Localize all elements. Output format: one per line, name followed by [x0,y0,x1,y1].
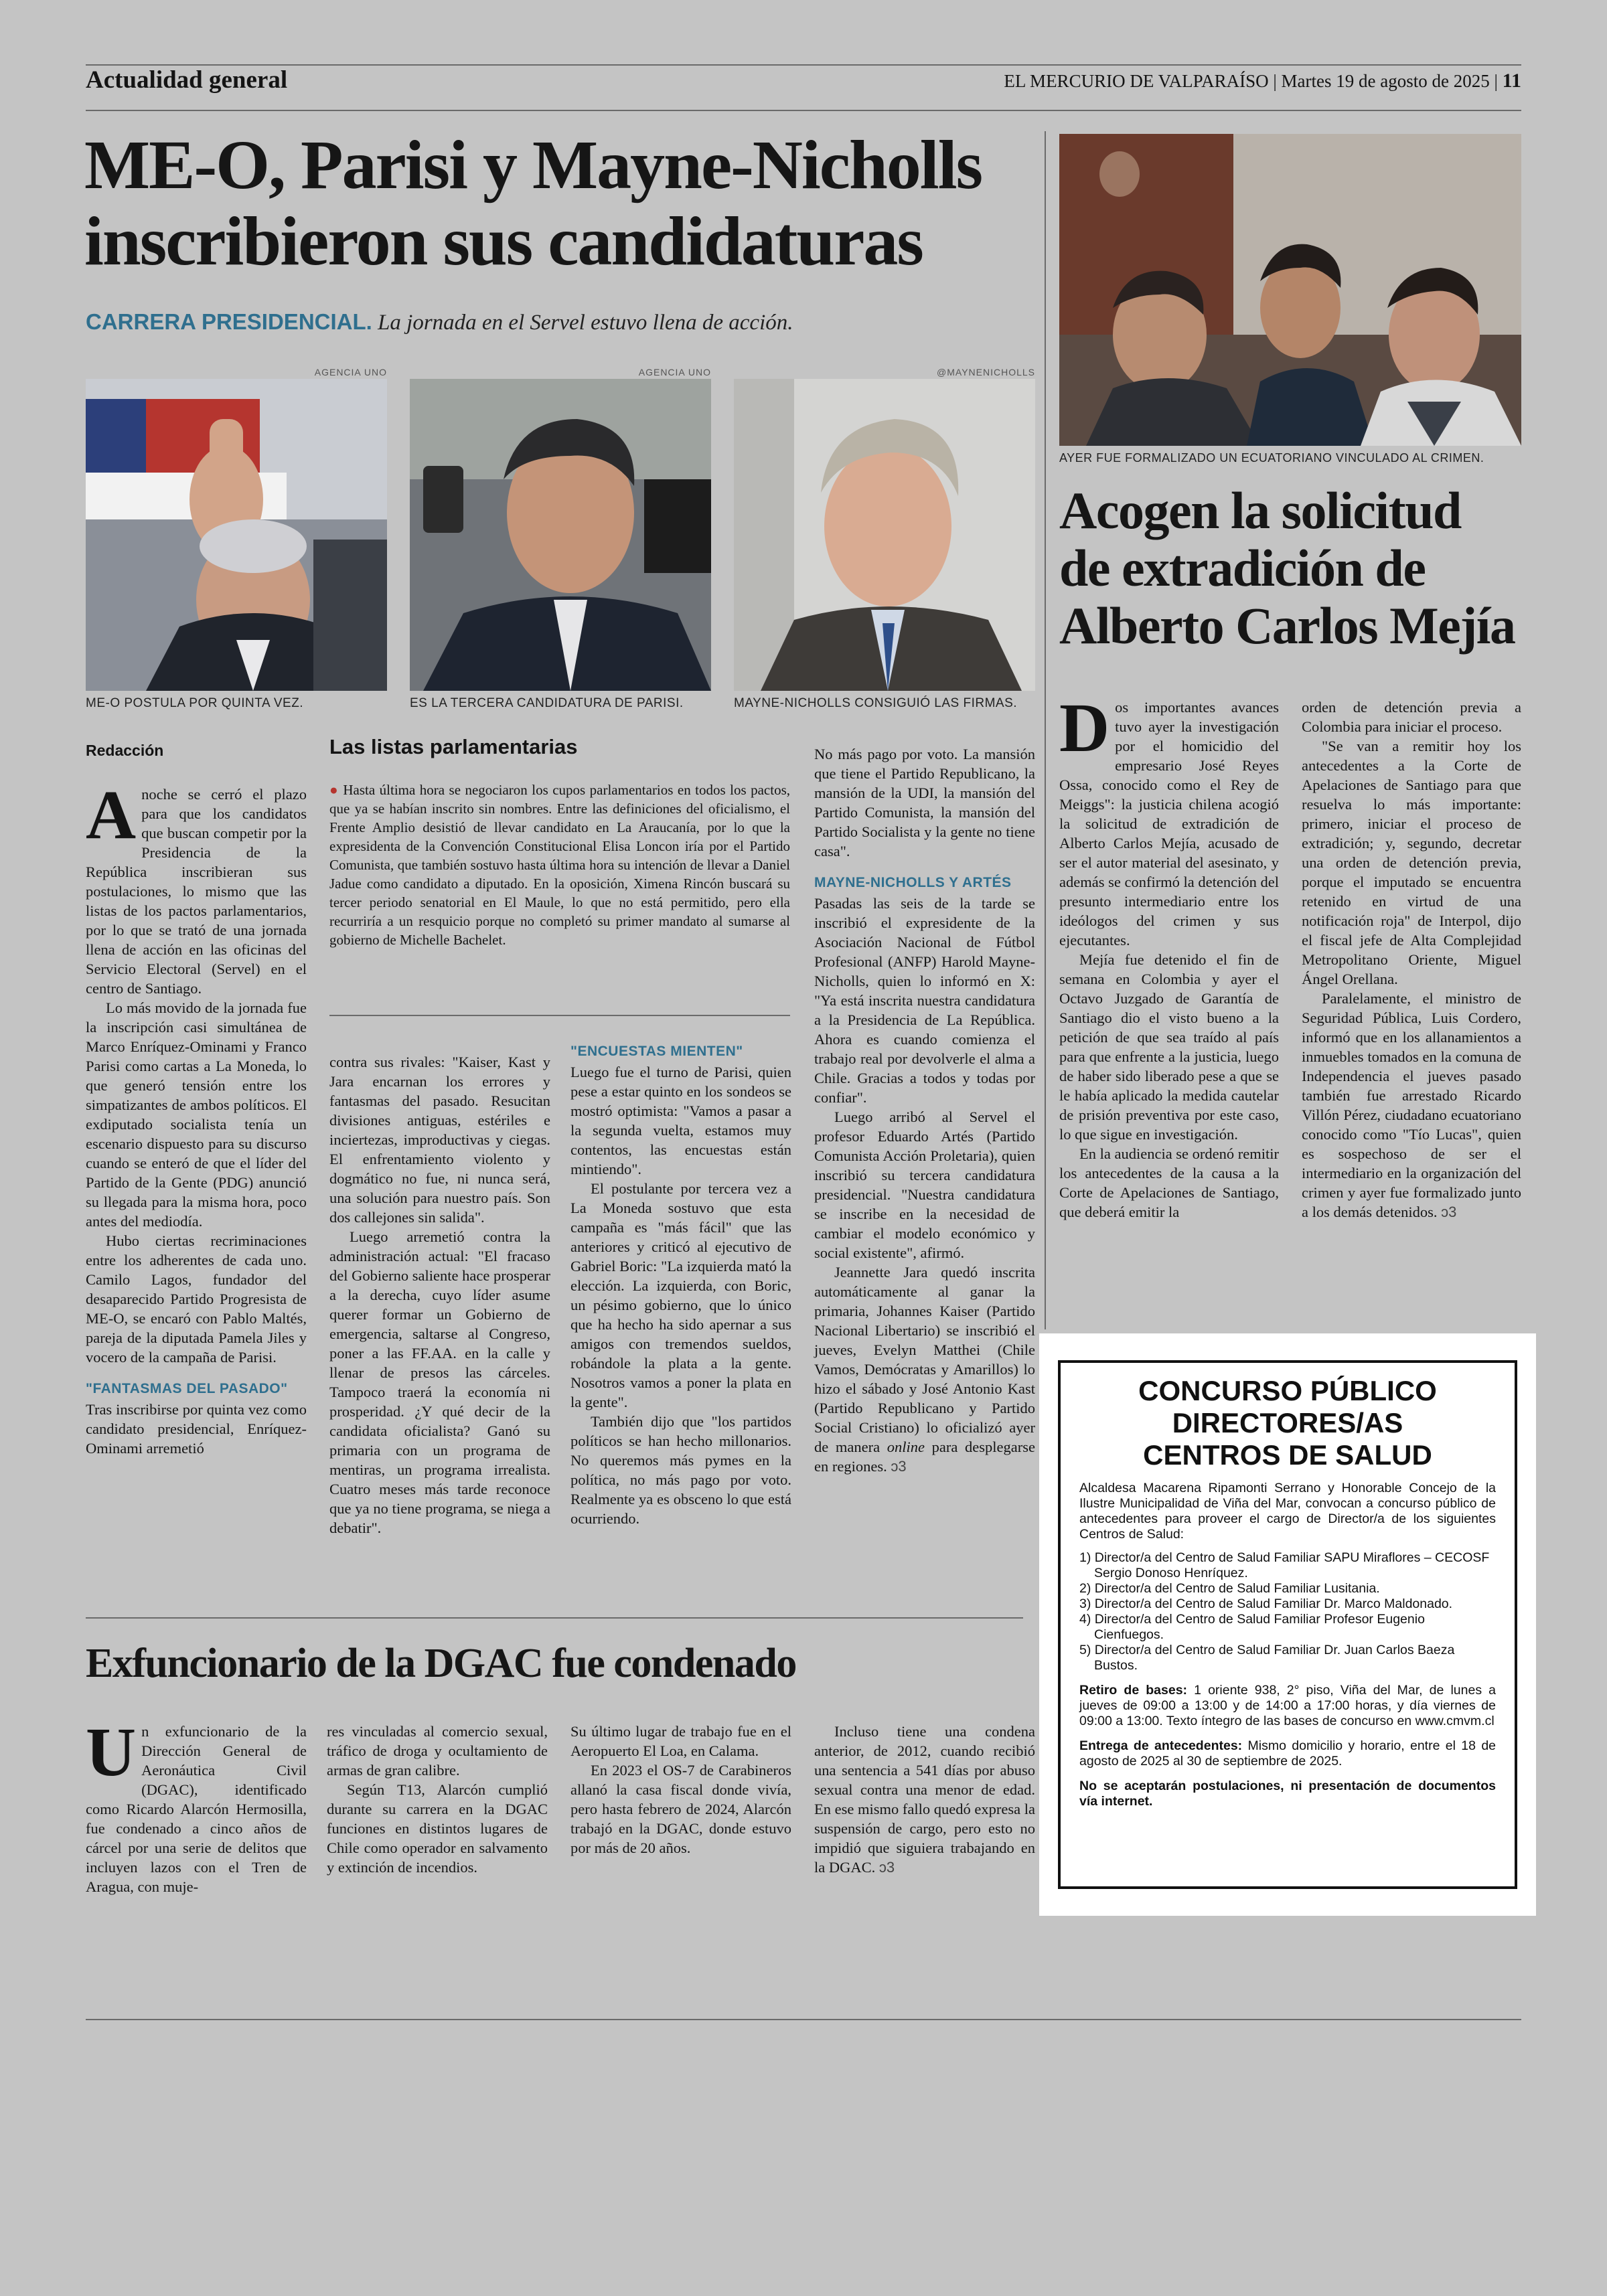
end-mark-icon: ↄ3 [1441,1204,1457,1220]
ad-items [1061,1550,1515,1673]
column-divider [1045,131,1046,1329]
photo-caption-1: ME-O POSTULA POR QUINTA VEZ. [86,696,304,710]
ad-item: 1) Director/a del Centro de Salud Familiar SAPU Miraflores – CECOSF Sergio Donoso Henríquez. [1079,1550,1490,1580]
lead-headline: ME-O, Parisi y Mayne-Nicholls inscribieron sus candidaturas [84,127,982,280]
photo-credit-1: AGENCIA UNO [314,367,387,378]
ad-closing: No se aceptarán postulaciones, ni presentación de documentos vía internet. [1079,1779,1496,1809]
bottom-headline: Exfuncionario de la DGAC fue condenado [86,1641,796,1686]
side-dropcap: D [1059,689,1110,766]
bottom-dropcap: U [86,1714,137,1791]
side-headline: Acogen la solicitud de extradición de Alberto Carlos Mejía [1059,481,1515,655]
subhead-mayne-nicholls: MAYNE-NICHOLLS Y ARTÉS [814,875,1012,890]
header-rule [86,110,1521,111]
bullet-icon: ● [329,782,339,798]
top-rule [86,64,1521,66]
photo-parisi [410,379,711,691]
publication-date: Martes 19 de agosto de 2025 [1281,71,1490,91]
lead-column-1: Anoche se cerró el plazo para que los candidatos que buscan competir por la Presidencia de la República inscribieran sus postulaciones, lo mismo que las listas de los pactos parlamentarios, por lo que se trató de una jornada llena de acción en las oficinas del Servicio Electoral (Servel) en el centro de Santiago. Lo más movido de la jornada fue la inscripción casi simultánea de Marco Enríquez-Ominami y Franco Parisi como cartas a La Moneda, lo que generó tensión entre los simpatizantes de ambos políticos. El exdiputado socialista tenía un escenario dispuesto para su discurso cuando se enteró de que el líder del Partido de la Gente (PDG) anunció su llegada para la misma hora, poco antes del mediodía. Hubo ciertas recriminaciones entre los adherentes de cada uno. Camilo Lagos, fundador del desaparecido Partido Progresista de ME-O, se encaró con Pablo Maltés, pareja de la diputada Pamela Jiles y vocero de la campaña de Parisi. "FANTASMAS DEL PASADO" Tras inscribirse por quinta vez como candidato presidencial, Enríquez-Ominami arremetió [86,776,307,1457]
box-text: ● Hasta última hora se negociaron los cupos parlamentarios en todos los pactos, que ya se habían inscrito sin nombres. Entre las definiciones del oficialismo, el Frente Amplio desistió de llevar candidato en La Araucanía, por lo que la expresidenta de la Convención Constitucional Elisa Loncon iría por el Partido Comunista, que también sostuvo hasta última hora su intención de llevar a Daniel Jadue como candidato a diputado. En la oposición, Ximena Rincón buscará su tercer periodo senatorial en El Maule, lo que no está permitido, pero ella recurriría a un resquicio porque no completó su primer mandato al sumarse al gobierno de Michelle Bachelet. [329,782,791,948]
bottom-column-4: Incluso tiene una condena anterior, de 2012, cuando recibió una sentencia a 541 días por abuso sexual contra una menor de edad. En ese mismo fallo quedó expresa la suspensión de cargo, pero esto no impidió que siguiera trabajando en la DGAC. ↄ3 [814,1723,1035,1876]
ad-item: 4) Director/a del Centro de Salud Familiar Profesor Eugenio Cienfuegos. [1079,1612,1425,1642]
ad-title: CONCURSO PÚBLICO DIRECTORES/AS CENTROS DE SALUD [1138,1375,1437,1471]
bottom-story-rule [86,1617,1023,1619]
lead-column-3: "ENCUESTAS MIENTEN" Luego fue el turno de Parisi, quien pese a estar quinto en los sondeos se mostró optimista: "Vamos a pasar a la segunda vuelta, estamos muy contentos, las encuestas están mintiendo". El postulante por tercera vez a La Moneda sostuvo que esta campaña es "más fácil" que las anteriores y criticó al ejecutivo de Gabriel Boric: "La izquierda mató la elección. La izquierda, con Boric, un pésimo gobierno, que lo único que ha hecho ha sido apernar a sus amigos con tremendos sueldos, robándole la plata a la gente. Nosotros vamos a poner la plata en la gente". También dijo que "los partidos políticos se han hecho millonarios. No queremos más pymes en la política, no más pago por voto. Realmente ya es obsceno lo que está ocurriendo. [570,1042,791,1528]
page-number: 11 [1502,70,1521,92]
lead-kicker: CARRERA PRESIDENCIAL. [86,309,372,334]
side-photo-caption: AYER FUE FORMALIZADO UN ECUATORIANO VINCULADO AL CRIMEN. [1059,451,1484,465]
photo-mayne-nicholls [734,379,1035,691]
photo-caption-2: ES LA TERCERA CANDIDATURA DE PARISI. [410,696,684,710]
subhead-encuestas: "ENCUESTAS MIENTEN" [570,1044,743,1059]
ad-details: Retiro de bases: 1 oriente 938, 2° piso, Viña del Mar, de lunes a jueves de 09:00 a 13:00 y de 14:00 a 17:00 horas, y día viernes de 09:00 a 13:00. Texto íntegro de las bases de concurso en www.cmvm.cl Entrega de antecedentes: Mismo domicilio y horario, entre el 18 de agosto de 2025 al 30 de septiembre de 2025. No se aceptarán postulaciones, ni presentación de documentos vía internet. [1079,1683,1497,1809]
photo-caption-3: MAYNE-NICHOLLS CONSIGUIÓ LAS FIRMAS. [734,696,1018,710]
lead-byline: Redacción [86,742,164,759]
bottom-column-2: res vinculadas al comercio sexual, tráfico de droga y ocultamiento de armas de gran calibre. Según T13, Alarcón cumplió durante su carrera en la DGAC funciones en distintos lugares de Chile como operador en salvamento y extinción de incendios. [327,1723,548,1876]
box-rule [329,1015,790,1016]
side-column-1: Dos importantes avances tuvo ayer la investigación por el homicidio del empresario José Reyes Ossa, conocido como el Rey de Meiggs": la justicia chilena acogió la solicitud de extradición de Alberto Carlos Mejía, acusado de ser el autor material del asesinato, y además se confirmó la detención del presunto intermediario entre los ideólogos del crimen y sus ejecutantes. Mejía fue detenido el fin de semana en Colombia y ayer el Octavo Juzgado de Garantía de Santiago dio el visto bueno a la petición de que sea traído al país para que enfrente a la justicia, luego de haber sido liberado pese a que se le había aplicado la medida cautelar de prisión preventiva por este caso, lo que sigue en investigación. En la audiencia se ordenó remitir los antecedentes de la causa a la Corte de Apelaciones de Santiago, que deberá emitir la [1059,689,1280,1220]
lead-column-2: contra sus rivales: "Kaiser, Kast y Jara encarnan los errores y fantasmas del pasado. Resucitan divisiones antiguas, estériles e inciertezas, improductivas y ciegas. El enfrentamiento violento y dogmático no fue, ni nunca será, una solución para nuestro país. Son dos callejones sin salida". Luego arremetió contra la administración actual: "El fracaso del Gobierno saliente hace prosperar a la derecha, cuyo líder asume querer formar un Gobierno de emergencia, saltarse al Congreso, poner a las FF.AA. en la calle y llenar de presos las cárceles. Tampoco traerá la economía ni prosperidad. ¿Y qué decir de la candidata oficialista? Ganó su primaria con un programa de mentiras, un programa irrealista. Cuatro meses más tarde reconoce que ya no tiene programa, se niega a debatir". [329,1054,550,1536]
photo-meo [86,379,387,691]
end-mark-icon: ↄ3 [878,1859,895,1876]
end-mark-icon: ↄ3 [891,1458,907,1475]
lead-deck: La jornada en el Servel estuvo llena de acción. [378,311,793,335]
lead-column-4: No más pago por voto. La mansión que tiene el Partido Republicano, la mansión de la UDI, la mansión del Partido Comunista, la mansión del Partido Socialista y la gente no tiene casa". MAYNE-NICHOLLS Y ARTÉS Pasadas las seis de la tarde se inscribió el expresidente de la Asociación Nacional de Fútbol Profesional (ANFP) Harold Mayne-Nicholls, quien lo informó en X: "Ya está inscrita nuestra candidatura a la Presidencia de La República. Ahora es cuando comienza el trabajo real por devolverle el alma a Chile. Gracias a todos y todas por confiar". Luego arribó al Servel el profesor Eduardo Artés (Partido Comunista Acción Proletaria), quien inscribió su tercera candidatura presidencial. "Nuestra candidatura se inscribe en la necesidad de cambiar el modelo económico y social existente", afirmó. Jeannette Jara quedó inscrita automáticamente al ganar la primaria, Johannes Kaiser (Partido Nacional Libertario) se inscribió el jueves, Evelyn Matthei (Chile Vamos, Demócratas y Amarillos) lo hizo el sábado y José Antonio Kast (Partido Republicano y Partido Social Cristiano) lo oficializó ayer de manera online para desplegarse en regiones. ↄ3 [814,746,1035,1475]
photo-detainees [1059,134,1521,446]
section-title: Actualidad general [86,66,288,94]
advertisement-frame [1058,1360,1517,1889]
lead-dropcap: A [86,776,137,853]
ad-intro: Alcaldesa Macarena Ripamonti Serrano y Honorable Concejo de la Ilustre Municipalidad de Viña del Mar, convocan a concurso público de antecedentes para proveer el cargo de Director/a de los siguientes Centros de Salud: [1079,1481,1496,1542]
ad-item: 3) Director/a del Centro de Salud Familiar Dr. Marco Maldonado. [1079,1596,1453,1611]
ad-item: 2) Director/a del Centro de Salud Familiar Lusitania. [1079,1581,1380,1596]
publication-name: EL MERCURIO DE VALPARAÍSO [1004,71,1269,91]
header-masthead: EL MERCURIO DE VALPARAÍSO | Martes 19 de agosto de 2025 | 11 [1004,70,1521,92]
photo-credit-2: AGENCIA UNO [638,367,711,378]
ad-item: 5) Director/a del Centro de Salud Familiar Dr. Juan Carlos Baeza Bustos. [1079,1643,1455,1673]
advertisement [1039,1333,1536,1916]
bottom-column-1: Un exfuncionario de la Dirección General de Aeronáutica Civil (DGAC), identificado como Ricardo Alarcón Hermosilla, fue condenado a cinco años de cárcel por una serie de delitos que incluyen lazos con el Tren de Aragua, con muje- [86,1714,307,1895]
bottom-column-3: Su último lugar de trabajo fue en el Aeropuerto El Loa, en Calama. En 2023 el OS-7 de Carabineros allanó la casa fiscal donde vivía, pero hasta febrero de 2024, Alarcón trabajó en la DGAC, donde estuvo por más de 20 años. [570,1723,791,1856]
box-title: Las listas parlamentarias [329,735,578,758]
lead-kicker-line [86,309,793,335]
subhead-fantasmas: "FANTASMAS DEL PASADO" [86,1381,288,1396]
photo-credit-3: @MAYNENICHOLLS [937,367,1035,378]
bottom-rule [86,2019,1521,2020]
side-column-2: orden de detención previa a Colombia para iniciar el proceso. "Se van a remitir hoy los antecedentes a la Corte de Apelaciones de Santiago para que resuelva lo más importante: primero, iniciar el proceso de extradición; y, segundo, decretar una orden de detención previa, porque el imputado se encuentra retenido en virtud de una notificación roja" de Interpol, dijo el fiscal jefe de Alta Complejidad Metropolitano Oriente, Miguel Ángel Orellana. Paralelamente, el ministro de Seguridad Pública, Luis Cordero, informó que en los allanamientos a inmuebles tomados en la comuna de Independencia el jueves pasado también fue arrestado Ricardo Villón Pérez, ciudadano ecuatoriano conocido como "Tío Lucas", quien es sospechoso de ser el intermediario en la organización del crimen y ayer fue formalizado junto a los demás detenidos. ↄ3 [1302,699,1521,1220]
